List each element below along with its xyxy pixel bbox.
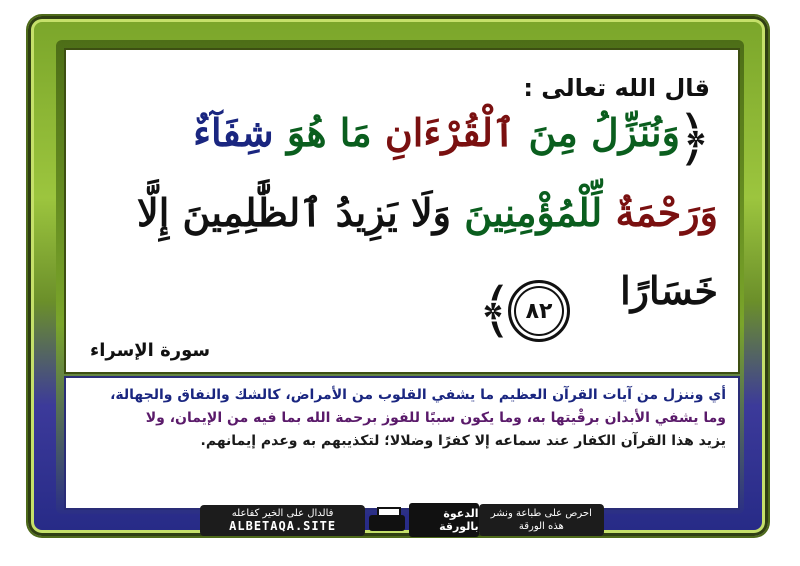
verse-word: مِنَ	[515, 110, 592, 155]
site-tagline: فالدال على الخير كفاعله	[231, 507, 334, 519]
tafsir-line-2: وما يشفي الأبدان برقْيتها به، وما يكون سببًا للفوز برحمة الله بما فيه من الإيمان، ولا	[145, 410, 726, 426]
tafsir-text	[78, 384, 726, 453]
tafsir-line-1: أي وننزل من آيات القرآن العظيم ما يشفي القلوب من الأمراض، كالشك والنفاق والجهالة،	[110, 387, 726, 403]
ayah-number: ٨٢	[508, 280, 570, 342]
verse-word: وَلَا يَزِيدُ ٱلظَّٰلِمِينَ إِلَّا	[137, 190, 452, 235]
print-reminder: احرص على طباعة ونشر هذه الورقة	[479, 504, 604, 536]
verse-word: لِّلْمُؤْمِنِينَ	[451, 190, 616, 235]
bracket-ornament-left-icon: ﴾	[477, 276, 513, 346]
verse-word: وَنُنَزِّلُ	[591, 110, 680, 155]
verse-word: وَرَحْمَةٌ	[615, 190, 718, 235]
verse-word: ٱلْقُرْءَانِ	[384, 110, 516, 155]
heading: قال الله تعالى :	[523, 74, 710, 102]
verse-word: مَا هُوَ	[273, 110, 385, 155]
bracket-ornament-right-icon: ﴿	[676, 104, 712, 174]
printer-icon	[365, 505, 409, 535]
surah-name: سورة الإسراء	[90, 340, 211, 361]
verse-line-3	[620, 268, 718, 313]
verse-line-2	[137, 190, 718, 235]
verse-line-1	[193, 110, 680, 155]
verse-word: خَسَارًا	[620, 268, 718, 313]
site-badge[interactable]	[200, 505, 365, 536]
verse-word: شِفَآءٌ	[193, 110, 274, 155]
site-url[interactable]: ALBETAQA.SITE	[229, 518, 337, 533]
dawah-logo: الدعوة بالورقة	[409, 503, 479, 537]
tafsir-line-3: يزيد هذا القرآن الكفار عند سماعه إلا كفرًا وضلالا؛ لتكذيبهم به وعدم إيمانهم.	[200, 433, 726, 449]
footer	[200, 500, 604, 540]
